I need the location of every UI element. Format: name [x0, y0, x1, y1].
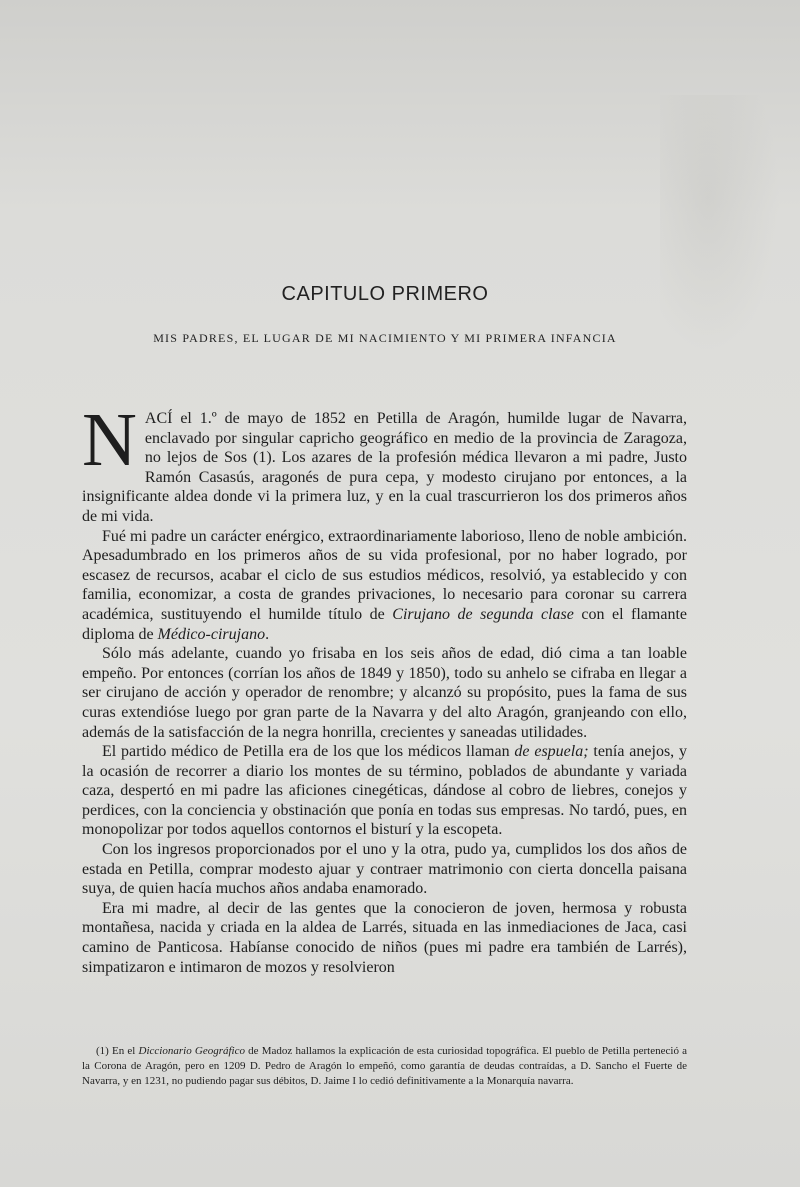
paragraph-4-text-a: El partido médico de Petilla era de los que los médicos llaman	[102, 743, 515, 761]
chapter-subtitle: MIS PADRES, EL LUGAR DE MI NACIMIENTO Y MI PRIMERA INFANCIA	[153, 331, 617, 345]
paragraph-3: Sólo más adelante, cuando yo frisaba en los seis años de edad, dió cima a tan loable empeño. Por entonces (corrían los años de 1849 y 1850), todo su anhelo se cifraba en llegar a ser cirujano de acción y operador de renombre; y alcanzó su propósito, pues la fama de sus curas extendióse luego por gran parte de la Navarra y del alto Aragón, granjeando con ello, además de la satisfacción de la negra honrilla, crecientes y saneadas utilidades.	[82, 645, 687, 741]
paragraph-2-text-c: .	[265, 625, 270, 643]
paragraph-6: Era mi madre, al decir de las gentes que la conocieron de joven, hermosa y robusta montañesa, nacida y criada en la aldea de Larrés, situada en las inmediaciones de Jaca, casi camino de Panticosa. Habíanse conocido de niños (pues mi padre era también de Larrés), simpatizaron e intimaron de mozos y resolvieron	[82, 899, 687, 976]
drop-cap: N	[82, 398, 137, 482]
paragraph-2-text-b: con el flamante diploma de	[82, 605, 687, 643]
paragraph-4-text-b: tenía anejos, y la ocasión de recorrer a diario los montes de su término, poblados de abundante y variada caza, despertó en mi padre las aficiones cinegéticas, dándose al cobro de liebres, conejos y perdices, con la conciencia y obstinación que ponía en todas sus empresas. No tardó, pues, en monopolizar por todos aquellos contornos el bisturí y la escopeta.	[82, 743, 687, 839]
show-through-stain	[660, 95, 780, 355]
paragraph-4-italic: de espuela;	[514, 743, 589, 761]
footnote-text-a: (1) En el	[96, 1045, 139, 1057]
footnote-1	[82, 1044, 687, 1089]
paragraph-2-italic-a: Cirujano de segunda clase	[392, 605, 574, 623]
paragraph-2-text-a: Fué mi padre un carácter enérgico, extraordinariamente laborioso, lleno de noble ambición. Apesadumbrado en los primeros años de su vida profesional, por no haber logrado, por escasez de recursos, acabar el ciclo de sus estudios médicos, resolvió, ya establecido y con familia, economizar, a costa de grandes privaciones, lo necesario para coronar su carrera académica, sustituyendo el humilde título de	[82, 527, 687, 623]
footnotes	[82, 1044, 687, 1089]
paragraph-1-text: el 1.º de mayo de 1852 en Petilla de Aragón, humilde lugar de Navarra, enclavado por singular capricho geográfico en medio de la provincia de Zaragoza, no lejos de Sos (1). Los azares de la profesión médica llevaron a mi padre, Justo Ramón Casasús, aragonés de pura cepa, y modesto cirujano por entonces, a la insignificante aldea donde vi la primera luz, y en la cual trascurrieron los dos primeros años de mi vida.	[82, 410, 687, 525]
first-word-rest: ACÍ	[144, 410, 173, 427]
chapter-title: CAPITULO PRIMERO	[281, 283, 489, 305]
paragraph-5: Con los ingresos proporcionados por el uno y la otra, pudo ya, cumplidos los dos años de estada en Petilla, comprar modesto ajuar y contraer matrimonio con cierta doncella paisana suya, de quien hacía muchos años andaba enamorado.	[82, 841, 687, 898]
paragraph-1	[82, 398, 687, 527]
paragraph-2	[82, 527, 687, 645]
footnote-text-b: de Madoz hallamos la explicación de esta curiosidad topográfica. El pueblo de Petilla perteneció a la Corona de Aragón, pero en 1209 D. Pedro de Aragón lo empeñó, como garantía de deudas contraídas, a D. Sancho el Fuerte de Navarra, y en 1231, no pudiendo pagar sus débitos, D. Jaime I lo cedió definitivamente a la Monarquía navarra.	[82, 1045, 688, 1087]
paragraph-4	[82, 742, 687, 840]
paragraph-2-italic-b: Médico-cirujano	[157, 625, 266, 643]
footnote-italic: Diccionario Geográfico	[138, 1045, 245, 1057]
body-text	[82, 398, 687, 977]
